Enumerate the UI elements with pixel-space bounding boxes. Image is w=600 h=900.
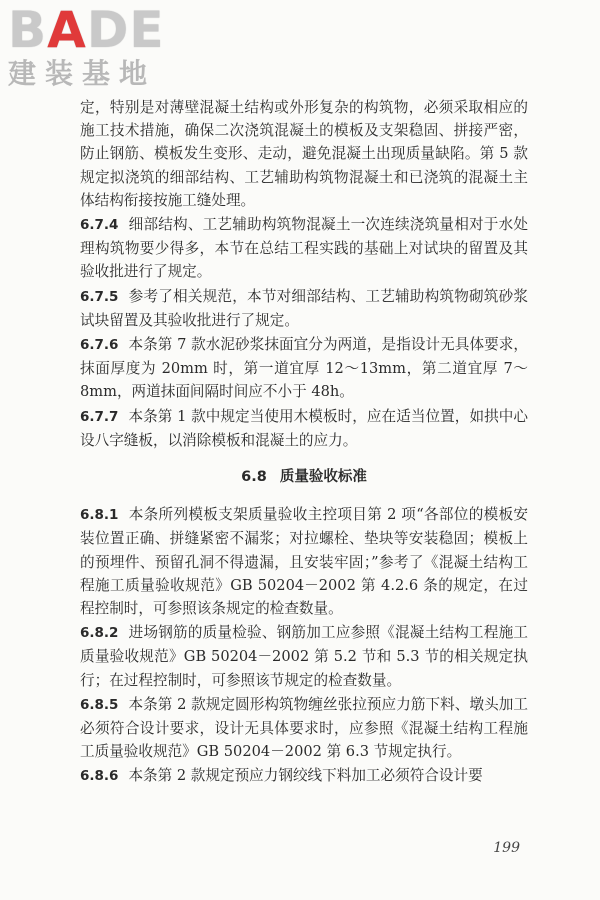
section-title: 6.8 质量验收标准 xyxy=(241,469,367,486)
clause-6-7-5: 6.7.5 参考了相关规范，本节对细部结构、工艺辅助构筑物砌筑砂浆试块留置及其验收批进行了规定。 xyxy=(80,287,528,329)
clause-number: 6.8.1 xyxy=(80,507,119,524)
clause-6-8-5: 6.8.5 本条第 2 款规定圆形构筑物缠丝张拉预应力筋下料、墩头加工必须符合设计要求，设计无具体要求时，应参照《混凝土结构工程施工质量验收规范》GB 50204－2002 第 6.3 节规定执行。 xyxy=(80,695,528,761)
clause-number: 6.7.5 xyxy=(80,288,119,305)
clause-number: 6.7.7 xyxy=(80,408,119,425)
clause-number: 6.8.6 xyxy=(80,768,119,785)
clause-number: 6.8.2 xyxy=(80,625,119,642)
page-body xyxy=(80,96,528,790)
logo-subtitle: 建装基地 xyxy=(8,57,157,90)
bade-logo xyxy=(8,1,188,96)
paragraph-continued: 定，特别是对薄壁混凝土结构或外形复杂的构筑物，必须采取相应的施工技术措施，确保二次浇筑混凝土的模板及支架稳固、拼接严密，防止钢筋、模板发生变形、走动，避免混凝土出现质量缺陷。第 5 款规定拟浇筑的细部结构、工艺辅助构筑物混凝土和已浇筑的混凝土主体结构衔接按施工缝处理。 xyxy=(80,99,528,209)
clause-6-8-6: 6.8.6 本条第 2 款规定预应力钢绞线下料加工必须符合设计要 xyxy=(80,767,483,785)
clause-6-7-4: 6.7.4 细部结构、工艺辅助构筑物混凝土一次连续浇筑量相对于水处理构筑物要少得多，本节在总结工程实践的基础上对试块的留置及其验收批进行了规定。 xyxy=(80,216,528,281)
page-number: 199 xyxy=(493,840,520,856)
logo-mark: BADE xyxy=(8,1,165,59)
clause-6-7-7: 6.7.7 本条第 1 款中规定当使用木模板时，应在适当位置，如拱中心设八字缝板，以消除模板和混凝土的应力。 xyxy=(80,407,528,449)
clause-6-8-2: 6.8.2 进场钢筋的质量检验、钢筋加工应参照《混凝土结构工程施工质量验收规范》GB 50204－2002 第 5.2 节和 5.3 节的相关规定执行；在过程控制时，可参照该节规定的检查数量。 xyxy=(80,624,528,689)
clause-6-7-6: 6.7.6 本条第 7 款水泥砂浆抹面宜分为两道，是指设计无具体要求，抹面厚度为 20mm 时，第一道宜厚 12～13mm，第二道宜厚 7～8mm，两道抹面间隔时间应不小于 48h。 xyxy=(80,336,528,401)
clause-number: 6.7.4 xyxy=(80,217,119,234)
clause-6-8-1: 6.8.1 本条所列模板支架质量验收主控项目第 2 项“各部位的模板安装位置正确、拼缝紧密不漏浆；对拉螺栓、垫块等安装稳固；模板上的预埋件、预留孔洞不得遗漏，且安装牢固；”参考了《混凝土结构工程施工质量验收规范》GB 50204－2002 第 4.2.6 条的规定，在过程控制时，可参照该条规定的检查数量。 xyxy=(80,506,528,618)
clause-number: 6.8.5 xyxy=(80,696,119,713)
clause-number: 6.7.6 xyxy=(80,337,119,354)
